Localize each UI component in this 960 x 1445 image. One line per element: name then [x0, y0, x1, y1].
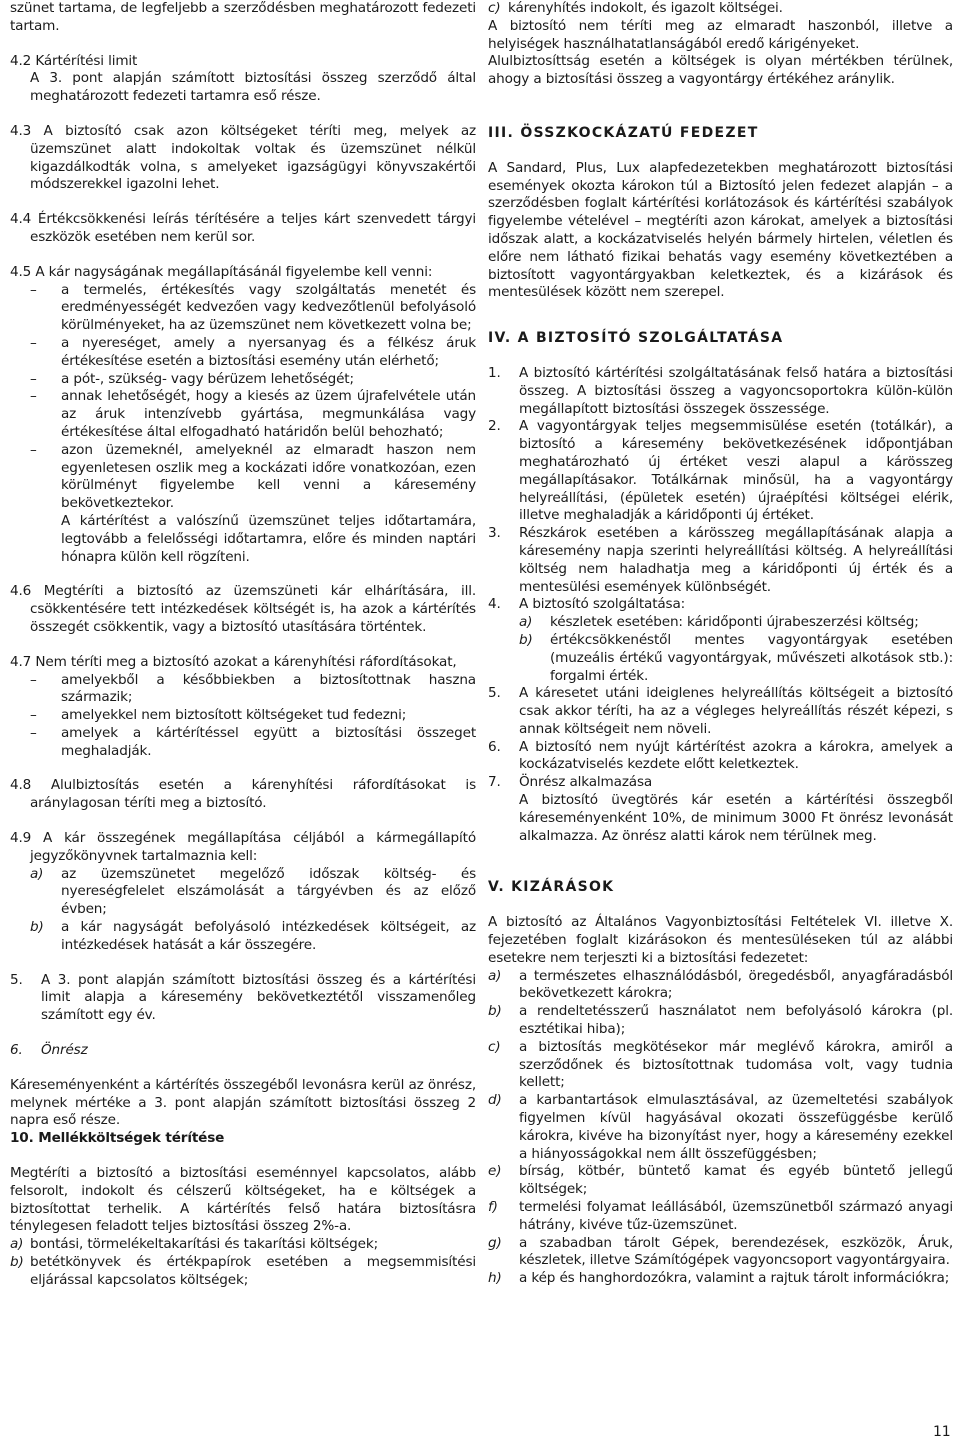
section-v-body: A biztosító az Általános Vagyonbiztosítási Feltételek VI. illetve X. fejezetében foglalt kizárásokon és mentesüléseken túl az alábbi esetekre nem terjeszti ki a biztosítási fedezetet:: [488, 914, 953, 966]
list-item: – annak lehetőségét, hogy a kiesés az üzem újrafelvétele után az áruk intenzívebb gyártása, megmunkálása vagy értékesítése által elfogadható határidőn belül behozható;: [30, 388, 476, 441]
list-item: – amelyekből a későbbiekben a biztosítottnak haszna származik;: [30, 672, 476, 708]
heading-v: V. KIZÁRÁSOK: [488, 879, 615, 896]
list-item: [488, 968, 953, 1004]
section-4-6: 4.6 Megtéríti a biztosító az üzemszüneti kár elhárítására, ill. csökkentésére tett intézkedések költségét is, ha azok a kártérítés összegét csökkentik, vagy a biztosító utasítására történtek.: [10, 583, 476, 635]
item-text: bírság, kötbér, büntető kamat és egyéb büntető jellegű költségek;: [519, 1163, 953, 1198]
item-label: a): [519, 614, 533, 631]
item-text: A biztosító szolgáltatása:: [519, 596, 686, 613]
list-item: [488, 774, 953, 792]
item-label: b): [10, 1254, 24, 1271]
list-item: [488, 1039, 953, 1092]
section-4-5-intro: 4.5 A kár nagyságának megállapításánál figyelembe kell venni:: [10, 263, 433, 280]
list-item: [488, 1235, 953, 1271]
left-column: [10, 0, 476, 1290]
list-item: [488, 1003, 953, 1039]
item-text: a karbantartások elmulasztásával, az üzemeltetési szabályok figyelmen kívül hagyásával okozati összefüggésbe kerülő károkra, kivéve ha bizonyítást nyer, hogy a káresemény ezekkel a hiányosságokkal nem állt összefüggésben;: [519, 1092, 953, 1162]
item-text: Részkárok esetében a kárösszeg megállapításának alapja a káresemény napja szerinti helyreállítási költség. A helyreállítási költség nem haladhatja meg a káridőponti új érték és a mentesülési események különbségét.: [519, 525, 953, 595]
list-item: [488, 1199, 953, 1235]
item-label: 4.: [488, 596, 501, 613]
item-label: e): [488, 1163, 502, 1180]
item-label: c): [488, 0, 501, 16]
item-label: h): [488, 1270, 502, 1287]
section-6-title: [10, 1042, 476, 1060]
list-item: [488, 0, 953, 18]
right-column: [488, 0, 953, 1288]
sub-item: [488, 632, 953, 685]
paragraph-continuation: szünet tartama, de legfeljebb a szerződésben meghatározott fedezeti tartam.: [10, 0, 476, 34]
section-4-7-intro: 4.7 Nem téríti meg a biztosító azokat a kárenyhítési ráfordításokat,: [10, 653, 457, 670]
item-text: az üzemszünetet megelőző időszak költség- és nyereségfelelet elszámolását a tárgyévben és az előző évben;: [61, 865, 476, 918]
list-item: [488, 739, 953, 775]
section-4-9-list: [10, 866, 476, 955]
section-iv-7-body: A biztosító üvegtörés kár esetén a kártérítési összegből káreseményenként 10%, de minimum 3000 Ft önrész levonását alkalmazza. Az önrész alatti károk nem térülnek meg.: [519, 792, 953, 844]
list-item: [488, 1163, 953, 1199]
list-item: [488, 685, 953, 738]
section-4-7-list: [10, 672, 476, 761]
list-item: [30, 866, 476, 919]
item-label: g): [488, 1234, 502, 1251]
section-5: [10, 972, 476, 1025]
list-item: [488, 365, 953, 418]
item-label: 2.: [488, 418, 501, 435]
section-4-5-tail: A kártérítést a valószínű üzemszünet teljes időtartamára, legtovább a felelősségi időtartamra, előre és minden naptári hónapra külön kell rögzíteni.: [61, 512, 476, 565]
section-4-4: 4.4 Értékcsökkenési leírás térítésére a teljes kárt szenvedett tárgyi eszközök esetében nem kerül sor.: [10, 211, 476, 245]
section-4-8: 4.8 Alulbiztosítás esetén a kárenyhítési ráfordításokat is aránylagosan téríti meg a biztosító.: [10, 777, 476, 812]
item-label: f): [488, 1199, 498, 1216]
item-label: b): [488, 1003, 502, 1020]
section-4-3: 4.3 A biztosító csak azon költségeket téríti meg, melyek az üzemszünet alatt indokoltak voltak és üzemszünet nélkül kigazdálkodták volna, s amelyeket igazságügyi könyvszakértői módszerekkel igazolni lehet.: [10, 122, 476, 193]
heading-iv: IV. A BIZTOSÍTÓ SZOLGÁLTATÁSA: [488, 330, 784, 347]
section-4-2-title: 4.2 Kártérítési limit: [10, 52, 138, 69]
item-text: bontási, törmelékeltakarítási és takarítási költségek;: [30, 1236, 379, 1253]
paragraph: Alulbiztosíttság esetén a költségek is olyan mértékben térülnek, ahogy a biztosítási összeg a vagyontárgy értékéhez aránylik.: [488, 53, 953, 88]
item-text: A káresetet utáni ideiglenes helyreállítás költségeit a biztosító csak akkor téríti, ha az a végleges helyreállítás részét képezi, s annak költségeit nem növeli.: [519, 685, 953, 737]
item-label: 5.: [488, 685, 501, 702]
item-label: a): [30, 865, 44, 882]
item-text: A biztosító kártérítési szolgáltatásának felső határa a biztosítási összeg. A biztosítási összeg a vagyoncsoportokra külön-külön megállapított biztosítási összegek összessége.: [519, 364, 953, 417]
section-number: 5.: [10, 971, 23, 988]
item-label: 1.: [488, 364, 501, 381]
item-label: a): [10, 1236, 24, 1253]
list-item: – amelyek a kártérítéssel együtt a biztosítási összeget meghaladják.: [30, 725, 476, 761]
section-text: A 3. pont alapján számított biztosítási összeg és a kártérítési limit alapja a káresemény bekövetkeztétől visszamenőleg számított egy év.: [41, 971, 476, 1024]
item-label: 3.: [488, 525, 501, 542]
item-text: értékcsökkenéstől mentes vagyontárgyak esetében (muzeális értékű vagyontárgyak, művészeti alkotások stb.): forgalmi érték.: [550, 631, 953, 684]
item-text: kárenyhítés indokolt, és igazolt költségei.: [508, 0, 783, 16]
item-label: a): [488, 967, 502, 984]
item-text: A vagyontárgyak teljes megsemmisülése esetén (totálkár), a biztosító a káresemény bekövetkezésének időpontjában meghatározható új értéket veszi alapul a kárösszeg megállapításakor. Totálkárnak minősül, ha a vagyontárgy helyreállítási, (épületek esetén) újraépítési költségei elérik, illetve meghaladják a káridőponti új értéket.: [519, 418, 953, 524]
section-10-title: 10. Mellékköltségek térítése: [10, 1130, 225, 1147]
section-text: Önrész: [41, 1042, 88, 1059]
list-item: [488, 596, 953, 614]
item-text: betétkönyvek és értékpapírok esetében a megsemmisítési eljárással kapcsolatos költségek;: [30, 1254, 476, 1288]
item-text: a természetes elhasználódásból, öregedésből, anyagfáradásból bekövetkezett károkra;: [519, 967, 953, 1002]
item-text: a kép és hanghordozókra, valamint a rajtuk tárolt információkra;: [519, 1270, 950, 1287]
section-iii-body: A Sandard, Plus, Lux alapfedezetekben meghatározott biztosítási események okozta károkon túl a Biztosító jelen fedezet alapján – a szerződésben foglalt kártérítési korlátozások és kártérítési szabályok figyelembe vételével – megtéríti azon károkat, amelyek a biztosítási időszak alatt, a kockázatviselés helyén bármely hirtelen, véletlen és előre nem látható fizikai behatás vagy esemény következtében a biztosított vagyontárgyakban keletkeztek, és a kizárások és mentesülések között nem szerepel.: [488, 159, 953, 301]
list-item: [10, 1236, 476, 1254]
section-10-body: Megtéríti a biztosító a biztosítási eseménnyel kapcsolatos, alább felsorolt, indokolt és célszerű költségeket, ha e költségek a biztosítottat terhelik. A kártérítés felső határa biztosításra ténylegesen feladott teljes biztosítási összeg 2%-a.: [10, 1165, 476, 1235]
item-text: a biztosítás megkötésekor már meglévő károkra, amiről a szerződőnek és biztosítottnak tudomása volt, vagy tudnia kellett;: [519, 1038, 953, 1091]
list-item: – azon üzemeknél, amelyeknél az elmaradt haszon nem egyenletesen oszlik meg a kockázati időre vonatkozóan, ezen körülményt figyelembe kell venni a káresemény bekövetkeztekor.: [30, 442, 476, 513]
item-label: c): [488, 1038, 501, 1055]
item-label: b): [519, 631, 533, 648]
item-text: termelési folyamat leállásából, üzemszünetből származó anyagi hátrány, kivéve tűz-üzemszünet.: [519, 1199, 953, 1233]
list-item: [488, 1270, 953, 1288]
list-item: [30, 919, 476, 955]
list-item: [488, 418, 953, 525]
item-label: d): [488, 1092, 502, 1109]
item-text: A biztosító nem nyújt kártérítést azokra a károkra, amelyek a kockázatviselés kezdete előtt keletkeztek.: [519, 738, 953, 773]
paragraph: A biztosító nem téríti meg az elmaradt haszonból, illetve a helyiségek használhatatlanságából eredő kárigényeket.: [488, 17, 953, 52]
item-text: Önrész alkalmazása: [519, 774, 653, 791]
section-4-2-body: A 3. pont alapján számított biztosítási összeg szerződő által meghatározott fedezeti tartamra eső része.: [30, 70, 476, 105]
section-6-body: Káreseményenként a kártérítés összegéből levonásra kerül az önrész, melynek mértéke a 3. pont alapján számított biztosítási összeg 2 napra eső része.: [10, 1076, 476, 1129]
list-item: [488, 525, 953, 596]
page-number: 11: [933, 1424, 951, 1440]
item-label: 6.: [488, 738, 501, 755]
item-text: a szabadban tárolt Gépek, berendezések, eszközök, Áruk, készletek, illetve Számítógépek vagyoncsoport vagyontárgyaira.: [519, 1234, 953, 1269]
item-label: 7.: [488, 774, 501, 791]
section-4-9-intro: 4.9 A kár összegének megállapítása céljából a kármegállapító jegyzőkönyvnek tartalmaznia kell:: [10, 830, 476, 864]
section-iv-list: [488, 365, 953, 846]
item-label: b): [30, 919, 44, 936]
item-text: a rendeltetésszerű használatot nem befolyásoló károkra (pl. esztétikai hiba);: [519, 1003, 953, 1038]
sub-item: [488, 614, 953, 632]
heading-iii: III. ÖSSZKOCKÁZATÚ FEDEZET: [488, 124, 759, 141]
list-item: – a pót-, szükség- vagy bérüzem lehetőségét;: [30, 371, 476, 389]
section-v-list: [488, 968, 953, 1288]
list-item: [10, 1254, 476, 1290]
list-item: – a termelés, értékesítés vagy szolgáltatás menetét és eredményességét kedvezően vagy kedvezőtlenül befolyásoló körülményeket, ha az üzemszünet nem következett volna be;: [30, 282, 476, 335]
list-item: [488, 1092, 953, 1163]
section-4-5-list: [10, 282, 476, 567]
section-number: 6.: [10, 1042, 23, 1059]
item-text: készletek esetében: káridőponti újrabeszerzési költség;: [550, 614, 919, 631]
list-item: – a nyereséget, amely a nyersanyag és a félkész áruk értékesítése esetén a biztosítási esemény után elérhető;: [30, 335, 476, 371]
item-text: a kár nagyságát befolyásoló intézkedések költségeit, az intézkedések hatását a kár összegére.: [61, 919, 476, 953]
list-item: – amelyekkel nem biztosított költségeket tud fedezni;: [30, 707, 476, 725]
